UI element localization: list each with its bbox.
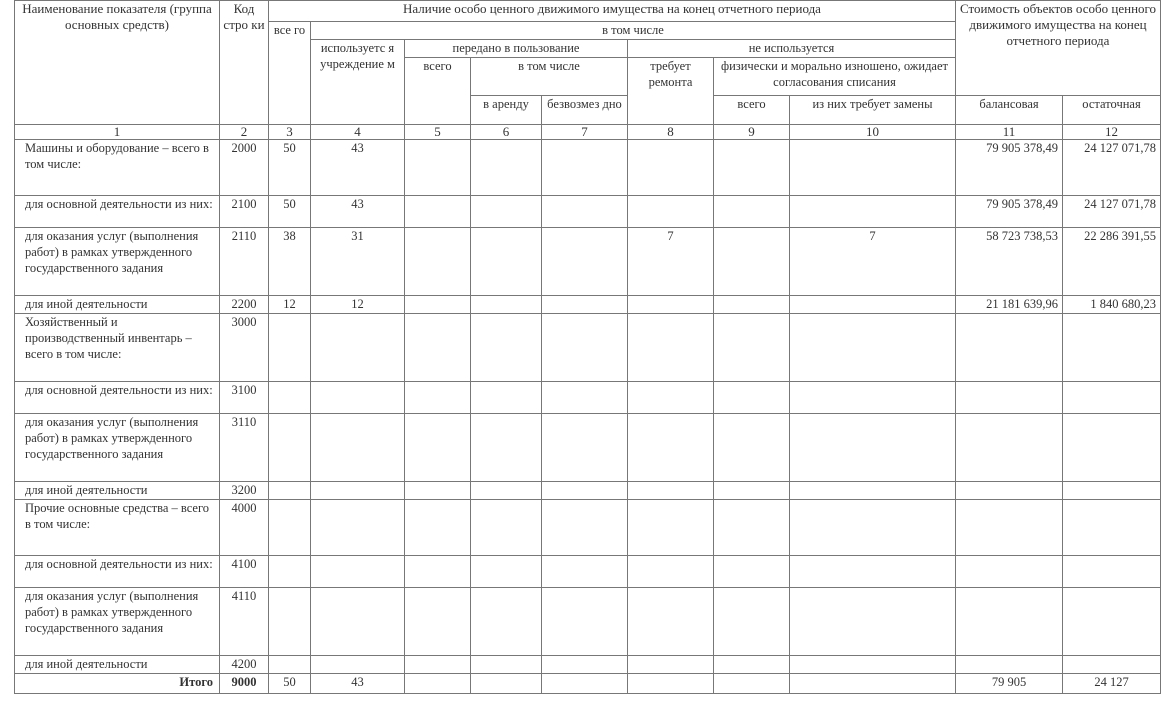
row-residual-value: 24 127 071,78 bbox=[1063, 196, 1161, 228]
row-residual-value bbox=[1063, 382, 1161, 414]
row-used bbox=[311, 588, 405, 656]
header-including: в том числе bbox=[311, 22, 956, 40]
row-book-value: 21 181 639,96 bbox=[956, 296, 1063, 314]
cell bbox=[471, 482, 542, 500]
row-code: 4000 bbox=[220, 500, 269, 556]
cell bbox=[542, 314, 628, 382]
row-needs-repair bbox=[628, 382, 714, 414]
cell bbox=[542, 656, 628, 674]
row-total bbox=[269, 382, 311, 414]
table-row bbox=[15, 140, 1161, 196]
row-needs-repair bbox=[628, 588, 714, 656]
col-number: 3 bbox=[269, 125, 311, 140]
row-code: 4110 bbox=[220, 588, 269, 656]
row-name: для оказания услуг (выполнения работ) в рамках утвержденного государственного задания bbox=[15, 414, 220, 482]
row-code: 2200 bbox=[220, 296, 269, 314]
cell bbox=[405, 556, 471, 588]
row-name: для основной деятельности из них: bbox=[15, 382, 220, 414]
cell bbox=[405, 500, 471, 556]
cell bbox=[714, 228, 790, 296]
property-table bbox=[14, 0, 1161, 694]
cell bbox=[628, 674, 714, 694]
col-number: 12 bbox=[1063, 125, 1161, 140]
row-needs-replacement bbox=[790, 314, 956, 382]
header-worn-total: всего bbox=[714, 96, 790, 125]
row-book-value bbox=[956, 588, 1063, 656]
table-row bbox=[15, 500, 1161, 556]
row-used bbox=[311, 500, 405, 556]
row-name: для основной деятельности из них: bbox=[15, 556, 220, 588]
row-needs-repair bbox=[628, 140, 714, 196]
cell bbox=[405, 140, 471, 196]
row-used: 31 bbox=[311, 228, 405, 296]
table-row bbox=[15, 228, 1161, 296]
row-book-value bbox=[956, 314, 1063, 382]
row-used bbox=[311, 482, 405, 500]
cell bbox=[471, 296, 542, 314]
row-residual-value bbox=[1063, 500, 1161, 556]
column-number-row bbox=[15, 125, 1161, 140]
row-needs-repair: 7 bbox=[628, 228, 714, 296]
table-row bbox=[15, 556, 1161, 588]
header-transferred: передано в пользование bbox=[405, 40, 628, 58]
cell bbox=[405, 314, 471, 382]
col-number: 9 bbox=[714, 125, 790, 140]
cell bbox=[471, 656, 542, 674]
row-code: 3100 bbox=[220, 382, 269, 414]
row-book-value bbox=[956, 656, 1063, 674]
cell bbox=[471, 556, 542, 588]
row-residual-value: 1 840 680,23 bbox=[1063, 296, 1161, 314]
cell bbox=[471, 414, 542, 482]
total-book-value: 79 905 bbox=[956, 674, 1063, 694]
row-name: Прочие основные средства – всего в том числе: bbox=[15, 500, 220, 556]
cell bbox=[714, 482, 790, 500]
header-worn-out: физически и морально изношено, ожидает согласования списания bbox=[714, 58, 956, 96]
row-total: 12 bbox=[269, 296, 311, 314]
row-total bbox=[269, 656, 311, 674]
cell bbox=[471, 674, 542, 694]
row-needs-repair bbox=[628, 556, 714, 588]
cell bbox=[405, 196, 471, 228]
row-residual-value bbox=[1063, 414, 1161, 482]
header-needs-repair: требует ремонта bbox=[628, 58, 714, 125]
cell bbox=[542, 500, 628, 556]
row-total: 50 bbox=[269, 196, 311, 228]
cell bbox=[405, 588, 471, 656]
table-row bbox=[15, 314, 1161, 382]
table-row bbox=[15, 414, 1161, 482]
row-code: 3000 bbox=[220, 314, 269, 382]
cell bbox=[471, 588, 542, 656]
total-used: 43 bbox=[311, 674, 405, 694]
row-name: для иной деятельности bbox=[15, 482, 220, 500]
row-residual-value: 24 127 071,78 bbox=[1063, 140, 1161, 196]
col-number: 10 bbox=[790, 125, 956, 140]
row-needs-repair bbox=[628, 196, 714, 228]
total-label: Итого bbox=[15, 674, 220, 694]
col-number: 2 bbox=[220, 125, 269, 140]
header-transferred-including: в том числе bbox=[471, 58, 628, 96]
total-row bbox=[15, 674, 1161, 694]
col-number: 11 bbox=[956, 125, 1063, 140]
row-total bbox=[269, 482, 311, 500]
table-row bbox=[15, 382, 1161, 414]
cell bbox=[714, 556, 790, 588]
row-used bbox=[311, 314, 405, 382]
row-needs-repair bbox=[628, 656, 714, 674]
row-needs-replacement bbox=[790, 140, 956, 196]
row-total bbox=[269, 556, 311, 588]
row-total bbox=[269, 588, 311, 656]
cell bbox=[714, 500, 790, 556]
cell bbox=[471, 196, 542, 228]
cell bbox=[542, 588, 628, 656]
row-total bbox=[269, 500, 311, 556]
header-cost: Стоимость объектов особо ценного движимого имущества на конец отчетного периода bbox=[956, 1, 1161, 96]
row-total: 38 bbox=[269, 228, 311, 296]
row-needs-repair bbox=[628, 500, 714, 556]
total-code: 9000 bbox=[220, 674, 269, 694]
cell bbox=[714, 674, 790, 694]
col-number: 4 bbox=[311, 125, 405, 140]
table-row bbox=[15, 296, 1161, 314]
row-needs-repair bbox=[628, 482, 714, 500]
row-residual-value: 22 286 391,55 bbox=[1063, 228, 1161, 296]
row-needs-replacement bbox=[790, 414, 956, 482]
row-residual-value bbox=[1063, 556, 1161, 588]
row-code: 2000 bbox=[220, 140, 269, 196]
cell bbox=[542, 196, 628, 228]
header-code: Код стро ки bbox=[220, 1, 269, 125]
table-row bbox=[15, 588, 1161, 656]
row-needs-replacement bbox=[790, 196, 956, 228]
cell bbox=[542, 140, 628, 196]
row-used bbox=[311, 414, 405, 482]
cell bbox=[405, 228, 471, 296]
row-total bbox=[269, 314, 311, 382]
col-number: 7 bbox=[542, 125, 628, 140]
row-used: 43 bbox=[311, 140, 405, 196]
row-book-value bbox=[956, 482, 1063, 500]
cell bbox=[714, 588, 790, 656]
cell bbox=[405, 674, 471, 694]
row-name: для оказания услуг (выполнения работ) в рамках утвержденного государственного задания bbox=[15, 228, 220, 296]
cell bbox=[542, 674, 628, 694]
header-used: используетс я учреждение м bbox=[311, 40, 405, 125]
header-residual-value: остаточная bbox=[1063, 96, 1161, 125]
table-row bbox=[15, 196, 1161, 228]
row-name: для основной деятельности из них: bbox=[15, 196, 220, 228]
row-total: 50 bbox=[269, 140, 311, 196]
cell bbox=[405, 296, 471, 314]
header-total: все го bbox=[269, 22, 311, 125]
header-availability: Наличие особо ценного движимого имущества на конец отчетного периода bbox=[269, 1, 956, 22]
header-rent: в аренду bbox=[471, 96, 542, 125]
row-needs-replacement bbox=[790, 382, 956, 414]
total-total: 50 bbox=[269, 674, 311, 694]
row-needs-replacement: 7 bbox=[790, 228, 956, 296]
row-used bbox=[311, 382, 405, 414]
row-needs-repair bbox=[628, 414, 714, 482]
row-used bbox=[311, 656, 405, 674]
row-book-value bbox=[956, 556, 1063, 588]
row-name: Хозяйственный и производственный инвентарь – всего в том числе: bbox=[15, 314, 220, 382]
header-transferred-total: всего bbox=[405, 58, 471, 125]
cell bbox=[714, 382, 790, 414]
row-code: 4100 bbox=[220, 556, 269, 588]
row-code: 3110 bbox=[220, 414, 269, 482]
cell bbox=[714, 656, 790, 674]
cell bbox=[714, 196, 790, 228]
row-needs-replacement bbox=[790, 500, 956, 556]
cell bbox=[405, 656, 471, 674]
cell bbox=[542, 556, 628, 588]
header-free-use: безвозмез дно bbox=[542, 96, 628, 125]
row-code: 4200 bbox=[220, 656, 269, 674]
total-residual-value: 24 127 bbox=[1063, 674, 1161, 694]
header-not-used: не используется bbox=[628, 40, 956, 58]
row-needs-replacement bbox=[790, 296, 956, 314]
row-needs-replacement bbox=[790, 588, 956, 656]
row-residual-value bbox=[1063, 656, 1161, 674]
cell bbox=[471, 228, 542, 296]
row-needs-replacement bbox=[790, 482, 956, 500]
row-needs-replacement bbox=[790, 656, 956, 674]
row-book-value: 58 723 738,53 bbox=[956, 228, 1063, 296]
row-code: 2110 bbox=[220, 228, 269, 296]
row-used: 43 bbox=[311, 196, 405, 228]
row-residual-value bbox=[1063, 588, 1161, 656]
col-number: 5 bbox=[405, 125, 471, 140]
cell bbox=[542, 296, 628, 314]
header-name: Наименование показателя (группа основных средств) bbox=[15, 1, 220, 125]
row-name: для иной деятельности bbox=[15, 656, 220, 674]
cell bbox=[714, 414, 790, 482]
row-residual-value bbox=[1063, 482, 1161, 500]
cell bbox=[714, 140, 790, 196]
cell bbox=[790, 674, 956, 694]
row-code: 3200 bbox=[220, 482, 269, 500]
col-number: 1 bbox=[15, 125, 220, 140]
row-used: 12 bbox=[311, 296, 405, 314]
cell bbox=[405, 482, 471, 500]
cell bbox=[471, 500, 542, 556]
row-needs-replacement bbox=[790, 556, 956, 588]
table-row bbox=[15, 656, 1161, 674]
row-book-value: 79 905 378,49 bbox=[956, 140, 1063, 196]
cell bbox=[542, 414, 628, 482]
row-total bbox=[269, 414, 311, 482]
row-name: для иной деятельности bbox=[15, 296, 220, 314]
row-used bbox=[311, 556, 405, 588]
cell bbox=[542, 228, 628, 296]
row-residual-value bbox=[1063, 314, 1161, 382]
cell bbox=[471, 140, 542, 196]
cell bbox=[471, 314, 542, 382]
row-needs-repair bbox=[628, 314, 714, 382]
table-row bbox=[15, 482, 1161, 500]
row-book-value: 79 905 378,49 bbox=[956, 196, 1063, 228]
header-book-value: балансовая bbox=[956, 96, 1063, 125]
cell bbox=[471, 382, 542, 414]
cell bbox=[714, 314, 790, 382]
cell bbox=[714, 296, 790, 314]
row-code: 2100 bbox=[220, 196, 269, 228]
cell bbox=[405, 382, 471, 414]
col-number: 6 bbox=[471, 125, 542, 140]
row-name: для оказания услуг (выполнения работ) в рамках утвержденного государственного задания bbox=[15, 588, 220, 656]
row-book-value bbox=[956, 414, 1063, 482]
row-name: Машины и оборудование – всего в том числе: bbox=[15, 140, 220, 196]
cell bbox=[542, 382, 628, 414]
row-book-value bbox=[956, 382, 1063, 414]
row-needs-repair bbox=[628, 296, 714, 314]
header-needs-replacement: из них требует замены bbox=[790, 96, 956, 125]
cell bbox=[542, 482, 628, 500]
col-number: 8 bbox=[628, 125, 714, 140]
cell bbox=[405, 414, 471, 482]
row-book-value bbox=[956, 500, 1063, 556]
